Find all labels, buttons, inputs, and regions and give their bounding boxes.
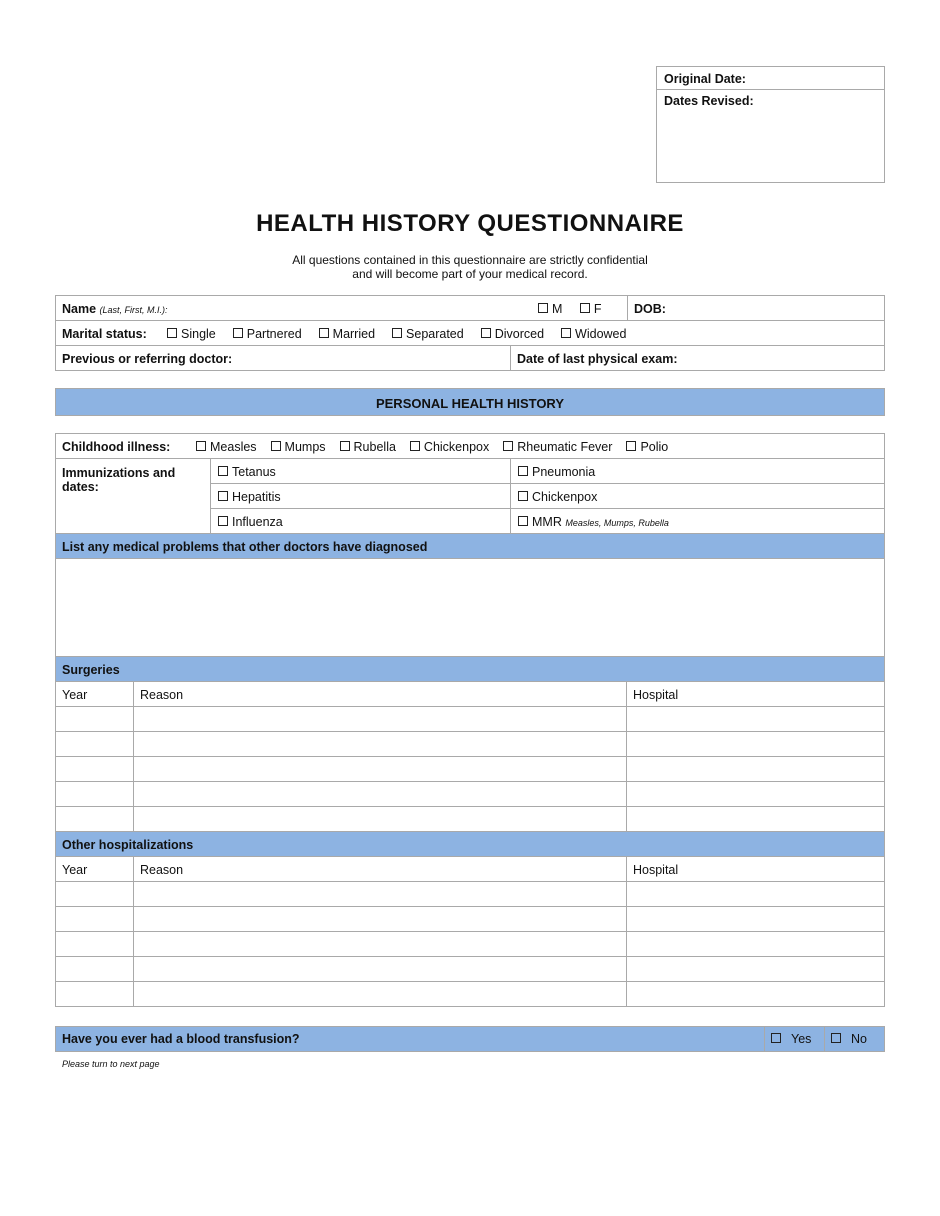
last-exam-label: Date of last physical exam: <box>517 352 678 366</box>
marital-option-label: Divorced <box>494 327 545 341</box>
immunization-label: MMR <box>532 515 562 529</box>
childhood-option-label: Measles <box>210 440 257 454</box>
surgeries-row[interactable] <box>56 757 884 781</box>
footer-note: Please turn to next page <box>62 1059 160 1069</box>
immunization-influenza[interactable] <box>218 515 283 529</box>
transfusion-yes-label: Yes <box>791 1032 812 1046</box>
surgeries-header <box>55 656 885 682</box>
immunization-pneumonia[interactable] <box>518 465 595 479</box>
original-date-label: Original Date: <box>664 72 746 86</box>
immunization-label: Hepatitis <box>232 490 281 504</box>
col-divider <box>210 458 211 534</box>
hospitalizations-col-year: Year <box>62 863 88 877</box>
dob-field[interactable] <box>670 296 884 320</box>
immunization-label: Chickenpox <box>532 490 598 504</box>
transfusion-yes-option[interactable] <box>771 1032 811 1046</box>
childhood-option-label: Mumps <box>284 440 326 454</box>
marital-options <box>167 327 626 341</box>
childhood-polio-option[interactable] <box>626 440 668 454</box>
marital-single-option[interactable] <box>167 327 216 341</box>
immunizations-label-line2: dates: <box>62 480 99 494</box>
surgeries-row[interactable] <box>56 807 884 831</box>
immunizations-label-line1: Immunizations and <box>62 466 176 480</box>
hospitalizations-title: Other hospitalizations <box>62 838 194 852</box>
marital-divorced-option[interactable] <box>481 327 544 341</box>
childhood-option-label: Rheumatic Fever <box>517 440 613 454</box>
col-divider <box>510 458 511 534</box>
marital-option-label: Married <box>332 327 376 341</box>
medical-problems-field[interactable] <box>56 559 884 656</box>
row-divider <box>55 320 885 321</box>
checkbox-icon <box>771 1033 781 1043</box>
surgeries-title: Surgeries <box>62 663 120 677</box>
checkbox-icon <box>218 491 228 501</box>
subtitle-line1: All questions contained in this questionnaire are strictly confidential <box>292 253 648 267</box>
transfusion-no-option[interactable] <box>831 1032 867 1046</box>
hospitalizations-row[interactable] <box>56 982 884 1006</box>
hospitalizations-row[interactable] <box>56 957 884 981</box>
checkbox-icon <box>503 441 513 451</box>
col-divider <box>510 345 511 371</box>
childhood-mumps-option[interactable] <box>271 440 326 454</box>
marital-option-label: Partnered <box>246 327 302 341</box>
hospitalizations-col-hospital: Hospital <box>633 863 679 877</box>
hospitalizations-row[interactable] <box>56 882 884 906</box>
surgeries-row[interactable] <box>56 782 884 806</box>
original-date-field[interactable] <box>750 67 884 89</box>
sex-m-label: M <box>552 302 563 316</box>
sex-options <box>538 302 616 316</box>
checkbox-icon <box>233 328 243 338</box>
last-exam-field[interactable] <box>680 346 884 370</box>
immunization-label: Tetanus <box>232 465 276 479</box>
childhood-option-label: Chickenpox <box>423 440 490 454</box>
row-divider <box>210 483 885 484</box>
surgeries-col-year: Year <box>62 688 88 702</box>
surgeries-row[interactable] <box>56 707 884 731</box>
revision-box-divider <box>656 89 885 90</box>
col-divider <box>764 1026 765 1052</box>
checkbox-icon <box>518 466 528 476</box>
checkbox-icon <box>561 328 571 338</box>
immunization-label: Pneumonia <box>532 465 596 479</box>
mmr-hint: Measles, Mumps, Rubella <box>565 518 669 528</box>
childhood-chickenpox-option[interactable] <box>410 440 489 454</box>
marital-widowed-option[interactable] <box>561 327 626 341</box>
marital-option-label: Separated <box>406 327 464 341</box>
childhood-option-label: Rubella <box>353 440 396 454</box>
immunization-mmr[interactable] <box>518 515 669 529</box>
hospitalizations-row[interactable] <box>56 907 884 931</box>
checkbox-icon <box>218 466 228 476</box>
immunization-label: Influenza <box>232 515 283 529</box>
immunization-chickenpox[interactable] <box>518 490 597 504</box>
checkbox-icon <box>196 441 206 451</box>
checkbox-icon <box>392 328 402 338</box>
name-hint: (Last, First, M.I.): <box>99 305 168 315</box>
marital-option-label: Single <box>181 327 216 341</box>
name-field[interactable] <box>190 296 530 320</box>
checkbox-icon <box>626 441 636 451</box>
name-label <box>62 302 168 316</box>
medical-problems-label: List any medical problems that other doctors have diagnosed <box>62 540 428 554</box>
checkbox-icon <box>410 441 420 451</box>
marital-partnered-option[interactable] <box>233 327 302 341</box>
checkbox-icon <box>271 441 281 451</box>
marital-label: Marital status: <box>62 327 147 341</box>
checkbox-icon <box>518 491 528 501</box>
row-divider <box>210 508 885 509</box>
marital-separated-option[interactable] <box>392 327 464 341</box>
row-divider <box>55 458 885 459</box>
col-divider <box>627 295 628 320</box>
sex-f-option[interactable] <box>580 302 602 316</box>
checkbox-icon <box>319 328 329 338</box>
marital-married-option[interactable] <box>319 327 375 341</box>
transfusion-question: Have you ever had a blood transfusion? <box>62 1032 300 1046</box>
prev-doctor-field[interactable] <box>235 346 509 370</box>
transfusion-no-label: No <box>851 1032 867 1046</box>
surgeries-col-hospital: Hospital <box>633 688 679 702</box>
childhood-rubella-option[interactable] <box>340 440 396 454</box>
hospitalizations-col-reason: Reason <box>140 863 184 877</box>
marital-option-label: Widowed <box>575 327 627 341</box>
hospitalizations-row[interactable] <box>56 932 884 956</box>
checkbox-icon <box>167 328 177 338</box>
checkbox-icon <box>518 516 528 526</box>
childhood-option-label: Polio <box>640 440 669 454</box>
name-label-text: Name <box>62 302 97 316</box>
checkbox-icon <box>340 441 350 451</box>
subtitle-line2: and will become part of your medical record. <box>352 267 588 281</box>
dates-revised-field[interactable] <box>657 110 884 182</box>
sex-m-option[interactable] <box>538 302 562 316</box>
childhood-options <box>196 440 668 454</box>
checkbox-icon <box>831 1033 841 1043</box>
checkbox-icon <box>218 516 228 526</box>
surgeries-row[interactable] <box>56 732 884 756</box>
checkbox-icon <box>481 328 491 338</box>
surgeries-col-reason: Reason <box>140 688 184 702</box>
childhood-measles-option[interactable] <box>196 440 257 454</box>
checkbox-icon <box>580 303 590 313</box>
immunization-tetanus[interactable] <box>218 465 276 479</box>
prev-doctor-label: Previous or referring doctor: <box>62 352 233 366</box>
dob-label: DOB: <box>634 302 666 316</box>
sex-f-label: F <box>593 302 602 316</box>
childhood-rheumatic-option[interactable] <box>503 440 612 454</box>
dates-revised-label: Dates Revised: <box>664 94 754 108</box>
immunization-hepatitis[interactable] <box>218 490 281 504</box>
page-title: HEALTH HISTORY QUESTIONNAIRE <box>256 210 684 237</box>
col-divider <box>824 1026 825 1052</box>
personal-history-title: PERSONAL HEALTH HISTORY <box>375 396 565 411</box>
checkbox-icon <box>538 303 548 313</box>
childhood-label: Childhood illness: <box>62 440 171 454</box>
